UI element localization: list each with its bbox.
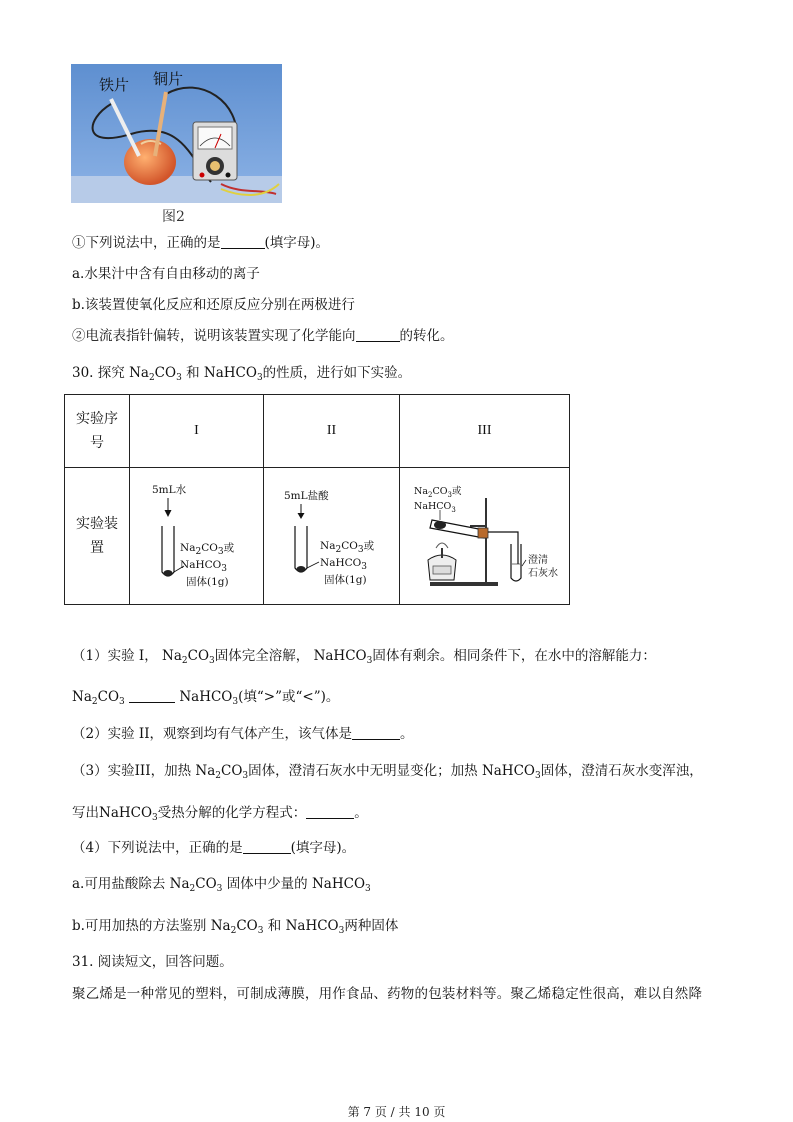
row-label: 实验装置 (65, 468, 130, 605)
question-line-1 (72, 234, 329, 252)
formula-na2co3: $Na_2CO_3$ (162, 648, 215, 666)
answer-blank (352, 726, 400, 740)
sub3-text: （3）实验III，加热 (72, 763, 192, 779)
header-label: 实验序号 (65, 395, 130, 468)
formula-nahco3: NaHCO$_3$ (203, 365, 263, 383)
formula-na2co3: $Na_2CO_3$ (169, 876, 223, 894)
iron-label: 铁片 (99, 76, 130, 94)
sample-label: $Na_2CO_3$或 NaHCO$_3$ 固体(1g) (180, 542, 235, 588)
sub3-text: 受热分解的化学方程式： (157, 805, 307, 821)
sub1-text: 固体完全溶解， (214, 648, 310, 664)
answer-blank (356, 328, 400, 342)
sub1-text: （1）实验 I， (72, 648, 158, 664)
sub3-line1 (72, 762, 703, 785)
question-text: 的转化。 (399, 328, 454, 344)
sub3-text: 写出 (72, 805, 99, 821)
sub4-text: a.可用盐酸除去 (72, 876, 166, 892)
q30-title (72, 364, 411, 387)
option-a: a.水果汁中含有自由移动的离子 (72, 266, 260, 282)
question-line-2 (72, 327, 454, 345)
formula-nahco3: NaHCO$_3$ (313, 648, 373, 666)
question-text: ①下列说法中，正确的是 (72, 235, 221, 251)
copper-label: 铜片 (153, 70, 184, 88)
sub4-text: b.可用加热的方法鉴别 (72, 918, 207, 934)
option-b: b.该装置使氧化反应和还原反应分别在两极进行 (72, 297, 355, 313)
q31-text: 聚乙烯是一种常见的塑料，可制成薄膜，用作食品、药物的包装材料等。聚乙烯稳定性很高，难以自然降 (72, 986, 703, 1002)
formula-nahco3: NaHCO$_3$ (311, 876, 371, 894)
sub4-option-a (72, 875, 371, 898)
limewater-label: 澄清 石灰水 (528, 555, 558, 579)
sub3-text: 固体，澄清石灰水变浑浊， (540, 763, 703, 779)
sub4-line (72, 839, 355, 857)
sub4-text: 和 (267, 918, 282, 934)
formula-nahco3: NaHCO$_3$ (99, 805, 158, 823)
question-text: (填字母)。 (264, 235, 330, 251)
reagent-label: 5mL水 (152, 484, 187, 496)
sub4-text: 两种固体 (344, 918, 399, 934)
sub3-text: 。 (354, 805, 368, 821)
formula-nahco3: NaHCO$_3$ (179, 689, 239, 707)
formula-nahco3: NaHCO$_3$ (285, 918, 345, 936)
sub2-line (72, 725, 414, 743)
answer-blank (306, 805, 354, 819)
sub2-text: （2）实验 II，观察到均有气体产生，该气体是 (72, 726, 353, 742)
sub1-text: (填“>”或“<”)。 (238, 689, 340, 705)
figure-caption: 图2 (162, 209, 185, 225)
q30-and: 和 (186, 365, 200, 381)
formula-na2co3: $Na_2CO_3$ (195, 763, 249, 781)
column-header-1: I (130, 395, 264, 468)
sample-label: $Na_2CO_3$或 NaHCO$_3$ 固体(1g) (320, 540, 375, 586)
sub3-text: 固体，澄清石灰水中无明显变化；加热 (248, 763, 478, 779)
sub4-text: （4）下列说法中，正确的是 (72, 840, 243, 856)
question-text: ②电流表指针偏转，说明该装置实现了化学能向 (72, 328, 356, 344)
q30-suffix: 的性质，进行如下实验。 (262, 365, 412, 381)
sub1-line1 (72, 647, 656, 670)
formula-na2co3: $Na_2CO_3$ (129, 365, 182, 383)
answer-blank (243, 840, 291, 854)
formula-na2co3: $Na_2CO_3$ (72, 689, 125, 707)
experiment-table (64, 394, 570, 605)
page-footer: 第 7 页 / 共 10 页 (347, 1105, 446, 1119)
answer-blank (129, 689, 175, 703)
figure2-photo (71, 64, 282, 203)
sub4-option-b (72, 917, 398, 940)
reagent-label: 5mL盐酸 (284, 490, 329, 502)
formula-nahco3: NaHCO$_3$ (481, 763, 541, 781)
column-header-3: III (400, 395, 570, 468)
sub1-text: 固体有剩余。相同条件下，在水中的溶解能力： (372, 648, 656, 664)
sub4-text: 固体中少量的 (226, 876, 308, 892)
apparatus-2 (264, 468, 400, 605)
sample-label: $Na_2CO_3$或 NaHCO$_3$ (414, 486, 462, 514)
answer-blank (221, 235, 265, 249)
sub4-text: (填字母)。 (290, 840, 356, 856)
q31-title: 31. 阅读短文，回答问题。 (72, 954, 233, 970)
apparatus-1 (130, 468, 264, 605)
q30-prefix: 30. 探究 (72, 365, 125, 381)
sub1-line2 (72, 688, 339, 711)
sub3-line2 (72, 804, 368, 827)
apparatus-3 (400, 468, 570, 605)
sub2-text: 。 (400, 726, 414, 742)
formula-na2co3: $Na_2CO_3$ (210, 918, 264, 936)
column-header-2: II (264, 395, 400, 468)
